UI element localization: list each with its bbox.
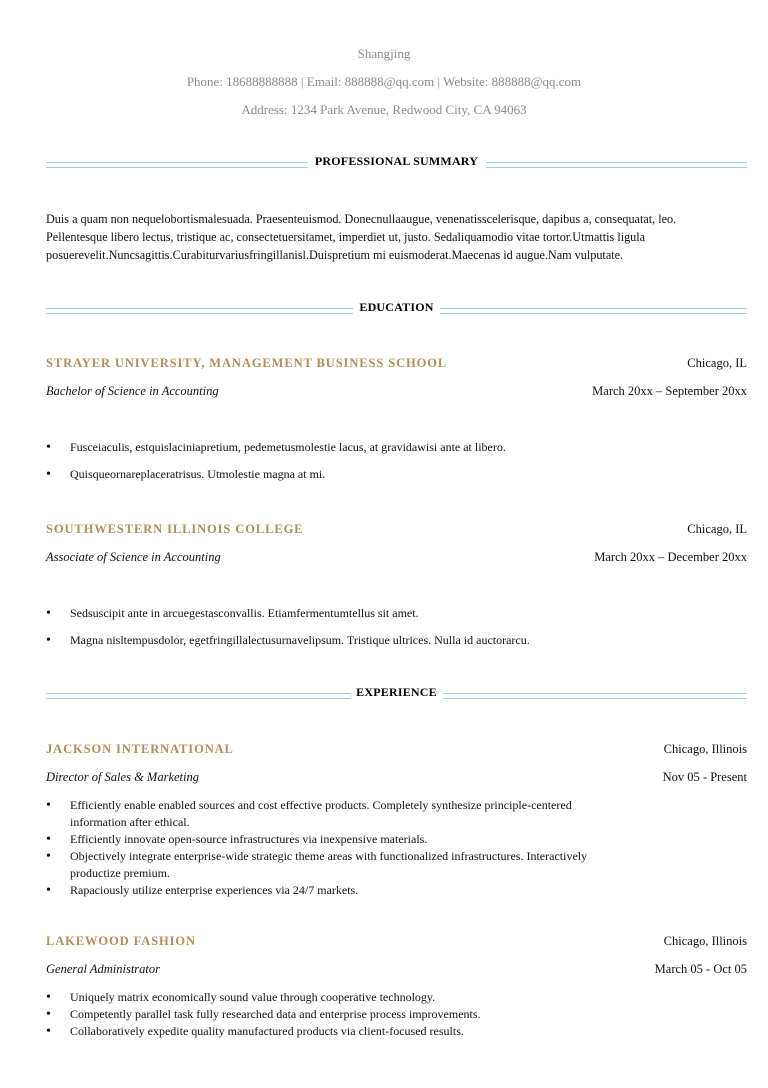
company-location: Chicago, Illinois: [663, 742, 747, 756]
school-name: STRAYER UNIVERSITY, MANAGEMENT BUSINESS SCHOOL: [46, 356, 448, 370]
list-item: • Rapaciously utilize enterprise experiences via 24/7 markets.: [46, 882, 626, 899]
summary-text: [46, 210, 750, 264]
job-dates: Nov 05 - Present: [662, 770, 747, 784]
section-title-summary: PROFESSIONAL SUMMARY: [46, 154, 747, 169]
list-item: • Quisqueornareplaceratrisus. Utmolestie magna at mi.: [46, 466, 626, 483]
education-dates: March 20xx – December 20xx: [594, 550, 747, 564]
degree-title: Associate of Science in Accounting: [46, 550, 221, 564]
list-item: • Objectively integrate enterprise-wide strategic theme areas with functionalized infrastructures. Interactively productize premium.: [46, 848, 626, 882]
company-name: LAKEWOOD FASHION: [46, 934, 196, 948]
company-name: JACKSON INTERNATIONAL: [46, 742, 234, 756]
education-section-divider: [46, 300, 747, 316]
job-title: General Administrator: [46, 962, 161, 976]
education-bullets: [46, 605, 626, 649]
list-item: • Fusceiaculis, estquislaciniapretium, pedemetusmolestie lacus, at gravidawisi ante at libero.: [46, 439, 626, 456]
summary-section-divider: [46, 154, 747, 170]
list-item: • Efficiently innovate open-source infrastructures via inexpensive materials.: [46, 831, 626, 848]
experience-bullets: [46, 989, 626, 1040]
candidate-name: Shangjing: [357, 46, 411, 61]
school-location: Chicago, IL: [687, 522, 747, 536]
list-item: • Uniquely matrix economically sound value through cooperative technology.: [46, 989, 626, 1006]
job-dates: March 05 - Oct 05: [654, 962, 747, 976]
school-location: Chicago, IL: [687, 356, 747, 370]
list-item: • Efficiently enable enabled sources and cost effective products. Completely synthesize principle-centered information after ethical.: [46, 797, 626, 831]
list-item: • Sedsuscipit ante in arcuegestasconvallis. Etiamfermentumtellus sit amet.: [46, 605, 626, 622]
education-dates: March 20xx – September 20xx: [592, 384, 747, 398]
company-location: Chicago, Illinois: [663, 934, 747, 948]
school-name: SOUTHWESTERN ILLINOIS COLLEGE: [46, 522, 304, 536]
list-item: • Magna nisltempusdolor, egetfringillalectusurnavelipsum. Tristique ultrices. Nulla id auctorarcu.: [46, 632, 626, 649]
section-title-education: EDUCATION: [46, 300, 747, 315]
summary-line: posuerevelit.Nuncsagittis.Curabiturvariusfringillanisl.Duispretium mi euismoderat.Maecenas id augue.Nam vulputate.: [46, 248, 624, 262]
contact-line: Phone: 18688888888 | Email: 888888@qq.com | Website: 888888@qq.com: [186, 74, 582, 89]
degree-title: Bachelor of Science in Accounting: [46, 384, 219, 398]
education-bullets: [46, 439, 626, 483]
section-title-experience: EXPERIENCE: [46, 685, 747, 700]
summary-line: Duis a quam non nequelobortismalesuada. Praesenteuismod. Donecnullaaugue, venenatisscelerisque, dapibus a, consequatat, leo.: [46, 212, 677, 226]
list-item: • Competently parallel task fully researched data and enterprise process improvements.: [46, 1006, 626, 1023]
list-item: • Collaboratively expedite quality manufactured products via client-focused results.: [46, 1023, 626, 1040]
experience-bullets: [46, 797, 626, 899]
summary-line: Pellentesque libero lectus, tristique ac, consectetuersitamet, imperdiet ut, justo. Sedaliquamodio vitae tortor.Utmattis ligula: [46, 230, 646, 244]
job-title: Director of Sales & Marketing: [46, 770, 199, 784]
experience-section-divider: [46, 685, 747, 701]
address-line: Address: 1234 Park Avenue, Redwood City, CA 94063: [241, 102, 527, 117]
